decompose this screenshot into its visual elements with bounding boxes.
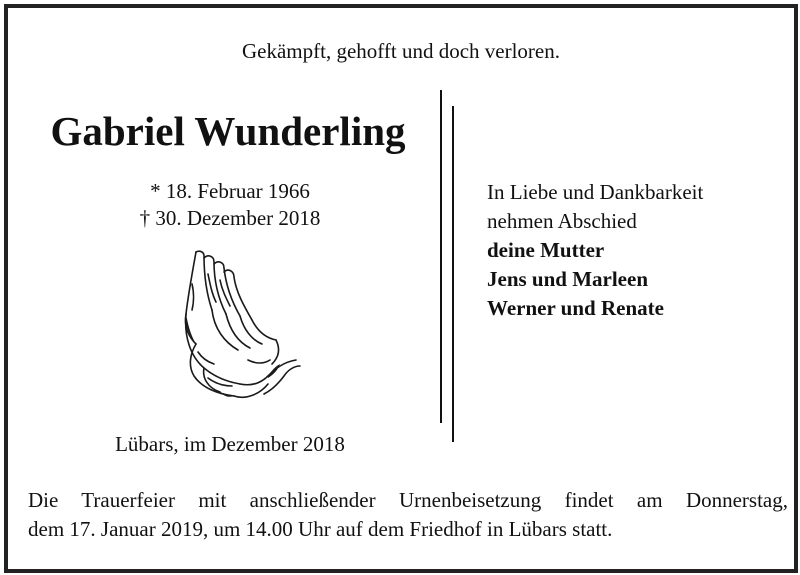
praying-hands-icon — [168, 244, 302, 404]
mourner-name: Werner und Renate — [487, 296, 664, 320]
life-dates — [30, 178, 430, 232]
deceased-name: Gabriel Wunderling — [50, 108, 406, 154]
motto: Gekämpft, gehofft und doch verloren. — [241, 39, 560, 63]
mourner-name: deine Mutter — [487, 238, 605, 262]
obituary-frame — [4, 4, 798, 573]
death-date: † 30. Dezember 2018 — [139, 206, 321, 230]
mourners-block — [487, 178, 703, 323]
funeral-info-line: dem 17. Januar 2019, um 14.00 Uhr auf dem Friedhof in Lübars statt. — [28, 517, 613, 541]
mourner-name: Jens und Marleen — [487, 267, 649, 291]
farewell-intro: In Liebe und Dankbarkeit — [487, 180, 704, 204]
funeral-info — [28, 486, 788, 544]
place-and-date: Lübars, im Dezember 2018 — [115, 432, 345, 456]
birth-date: * 18. Februar 1966 — [150, 179, 310, 203]
divider-line — [440, 90, 442, 423]
farewell-intro: nehmen Abschied — [487, 209, 637, 233]
funeral-info-line: Die Trauerfeier mit anschließender Urnenbeisetzung findet am Donnerstag, — [28, 488, 788, 512]
divider-line — [452, 106, 454, 442]
